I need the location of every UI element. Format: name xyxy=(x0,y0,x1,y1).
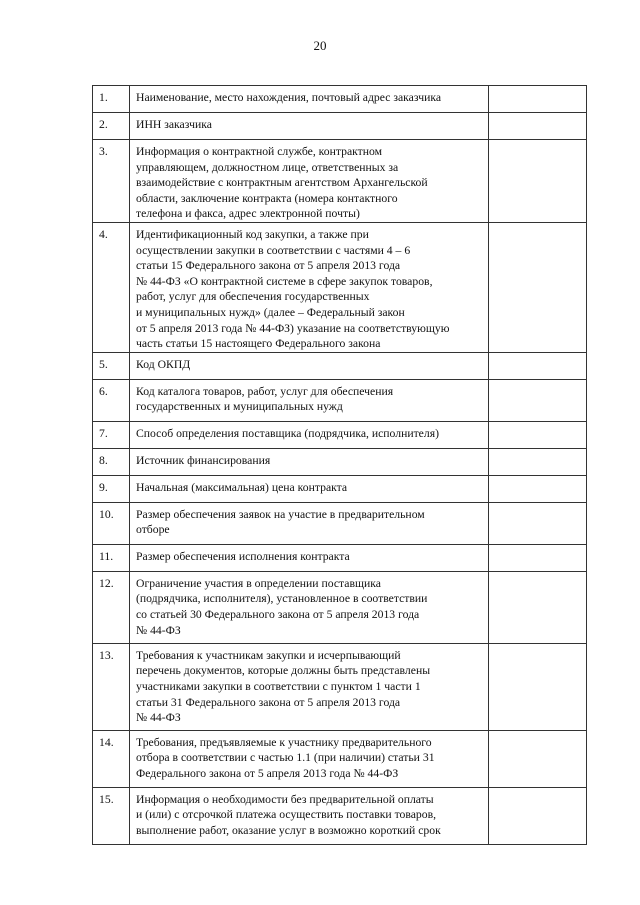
table-row xyxy=(93,475,587,502)
row-number: 7. xyxy=(93,421,130,448)
row-label-cell xyxy=(130,86,489,113)
row-label-cell xyxy=(130,787,489,844)
row-label-cell xyxy=(130,502,489,544)
row-number: 8. xyxy=(93,448,130,475)
row-value-cell xyxy=(489,502,587,544)
table-row xyxy=(93,421,587,448)
row-number: 15. xyxy=(93,787,130,844)
row-label: Начальная (максимальная) цена контракта xyxy=(136,480,348,494)
row-label: Наименование, место нахождения, почтовый адрес заказчика xyxy=(136,91,442,104)
table-row xyxy=(93,222,587,352)
row-label-cell xyxy=(130,222,489,352)
row-label-cell xyxy=(130,352,489,379)
page-number: 20 xyxy=(313,38,327,53)
table-row xyxy=(93,730,587,787)
table-body xyxy=(93,86,587,845)
row-number: 6. xyxy=(93,379,130,421)
row-value-cell xyxy=(489,643,587,730)
row-value-cell xyxy=(489,140,587,223)
row-label-cell xyxy=(130,113,489,140)
row-number: 13. xyxy=(93,643,130,730)
table-row xyxy=(93,379,587,421)
row-number: 5. xyxy=(93,352,130,379)
row-label: Ограничение участия в определении поставщика (подрядчика, исполнителя), установленное в соответствии со статьей 30 Федерального закона от 5 апреля 2013 года № 44-ФЗ xyxy=(136,576,428,637)
row-value-cell xyxy=(489,352,587,379)
row-label: Требования к участникам закупки и исчерпывающий перечень документов, которые должны быть представлены участниками закупки в соответствии с пунктом 1 части 1 статьи 31 Федерального закона от 5 апреля 2013 года № 44-ФЗ xyxy=(136,648,431,725)
table-row xyxy=(93,140,587,223)
row-value-cell xyxy=(489,730,587,787)
row-label: ИНН заказчика xyxy=(136,118,212,131)
row-number: 9. xyxy=(93,475,130,502)
row-number: 14. xyxy=(93,730,130,787)
table-row xyxy=(93,502,587,544)
row-value-cell xyxy=(489,544,587,571)
row-label: Способ определения поставщика (подрядчика, исполнителя) xyxy=(136,426,439,440)
row-value-cell xyxy=(489,222,587,352)
row-value-cell xyxy=(489,571,587,643)
table-row xyxy=(93,643,587,730)
row-label-cell xyxy=(130,544,489,571)
row-value-cell xyxy=(489,113,587,140)
table-row xyxy=(93,86,587,113)
row-label-cell xyxy=(130,421,489,448)
row-label: Код ОКПД xyxy=(136,357,191,371)
row-label: Размер обеспечения заявок на участие в предварительном отборе xyxy=(136,507,425,537)
table-row xyxy=(93,113,587,140)
row-number: 3. xyxy=(93,140,130,223)
row-label-cell xyxy=(130,140,489,223)
row-value-cell xyxy=(489,379,587,421)
row-number: 10. xyxy=(93,502,130,544)
row-value-cell xyxy=(489,86,587,113)
table-row xyxy=(93,571,587,643)
row-value-cell xyxy=(489,475,587,502)
row-number: 2. xyxy=(93,113,130,140)
row-label-cell xyxy=(130,730,489,787)
table-row xyxy=(93,787,587,844)
row-value-cell xyxy=(489,421,587,448)
row-value-cell xyxy=(489,787,587,844)
row-label: Размер обеспечения исполнения контракта xyxy=(136,549,350,563)
row-label-cell xyxy=(130,379,489,421)
row-label: Код каталога товаров, работ, услуг для обеспечения государственных и муниципальных нужд xyxy=(136,384,394,414)
row-label-cell xyxy=(130,475,489,502)
row-label-cell xyxy=(130,448,489,475)
row-label-cell xyxy=(130,571,489,643)
row-label: Идентификационный код закупки, а также при осуществлении закупки в соответствии с частями 4 – 6 статьи 15 Федерального закона от 5 апреля 2013 года № 44-ФЗ «О контрактной системе в сфере закупок товаров, работ, услуг для обеспечения государственных и муниципальных нужд» (далее – Федеральный закон от 5 апреля 2013 года № 44-ФЗ) указание на соответствующую часть статьи 15 настоящего Федерального закона xyxy=(136,227,450,351)
row-number: 4. xyxy=(93,222,130,352)
row-label: Источник финансирования xyxy=(136,453,271,467)
row-label: Требования, предъявляемые к участнику предварительного отбора в соответствии с частью 1.1 (при наличии) статьи 31 Федерального закона от 5 апреля 2013 года № 44-ФЗ xyxy=(136,735,435,780)
table-row xyxy=(93,544,587,571)
row-number: 12. xyxy=(93,571,130,643)
table-row xyxy=(93,448,587,475)
row-number: 1. xyxy=(93,86,130,113)
row-number: 11. xyxy=(93,544,130,571)
row-label-cell xyxy=(130,643,489,730)
row-label: Информация о необходимости без предварительной оплаты и (или) с отсрочкой платежа осуществить поставки товаров, выполнение работ, оказание услуг в возможно короткий срок xyxy=(136,792,441,837)
row-label: Информация о контрактной службе, контрактном управляющем, должностном лице, ответственных за взаимодействие с контрактным агентством Архангельской области, заключение контракта (номера контактного телефона и факса, адрес электронной почты) xyxy=(136,145,428,221)
table-row xyxy=(93,352,587,379)
procurement-form-table xyxy=(92,85,587,845)
row-value-cell xyxy=(489,448,587,475)
